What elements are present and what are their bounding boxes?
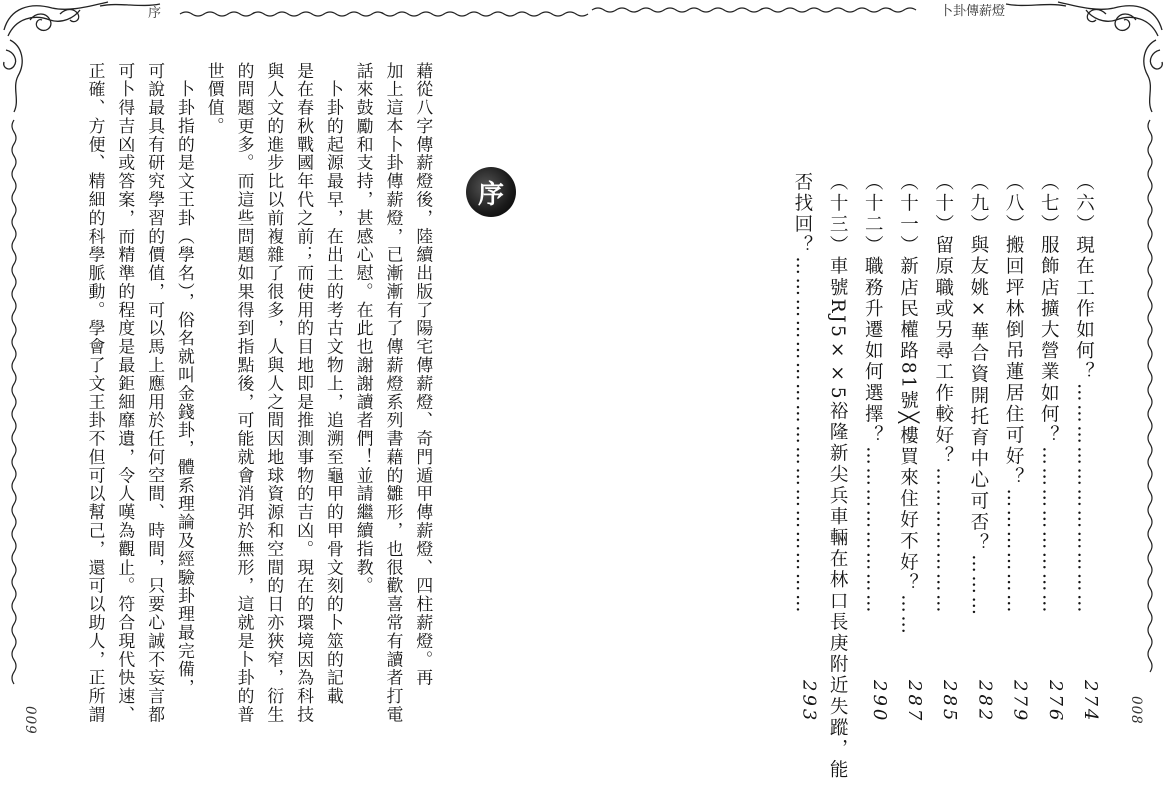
right-running-header: 卜卦傳薪燈 xyxy=(940,4,1006,19)
preface-column: 卜卦指的是文王卦（學名），俗名就叫金錢卦，體系理論及經驗卦理最完備， xyxy=(175,62,196,698)
toc-entry: （八）搬回坪林倒吊蓮居住可好？……………… xyxy=(1003,172,1025,616)
preface-column: 可卜得吉凶或答案，而精準的程度是最鉅細靡遺，令人嘆為觀止。符合現代快速、 xyxy=(115,62,136,725)
right-page-number: 008 xyxy=(1128,696,1144,725)
left-page-number: 009 xyxy=(22,706,38,735)
toc-page-number: 293 xyxy=(798,680,820,724)
toc-entry: （十）留原職或另尋工作較好？………………… xyxy=(932,172,954,616)
toc-entry: 否找回？…………………………………………… xyxy=(791,172,813,616)
toc-page-number: 287 xyxy=(904,680,925,724)
preface-emblem: 序 xyxy=(466,167,516,217)
preface-column: 是在春秋戰國年代之前；而使用的目地即是推測事物的吉凶。現在的環境因為科技 xyxy=(294,62,315,725)
preface-column: 世價值。 xyxy=(205,62,226,136)
toc-page-number: 290 xyxy=(868,680,890,724)
toc-page-number: 276 xyxy=(1044,680,1066,724)
preface-column: 藉從八字傳薪燈後，陸續出版了陽宅傳薪燈、奇門遁甲傳薪燈、四柱薪燈。再 xyxy=(413,62,434,688)
toc-entry: （十二）職務升遷如何選擇？…………………… xyxy=(862,172,884,616)
toc-entry: （十一）新店民權路81號╳樓買來住好不好？…… xyxy=(897,172,919,637)
preface-column: 可說最具有研究學習的價值，可以馬上應用於任何空間、時間，只要心誠不妄言都 xyxy=(145,62,166,725)
preface-column: 卜卦的起源最早，在出土的考古文物上，追溯至龜甲的甲骨文刻的卜筮的記載 xyxy=(324,62,345,706)
preface-column: 話來鼓勵和支持，甚感心慰。在此也謝謝讀者們！並請繼續指教。 xyxy=(354,62,375,596)
toc-page-number: 285 xyxy=(939,680,961,724)
preface-column: 正確、方便、精細的科學脈動。學會了文王卦不但可以幫己，還可以助人，正所謂 xyxy=(85,62,106,725)
toc-entry: （七）服飾店擴大營業如何？…………………… xyxy=(1038,172,1060,616)
toc-page-number: 279 xyxy=(1009,680,1031,724)
left-running-header: 序 xyxy=(148,6,162,21)
toc-page-number: 282 xyxy=(974,680,996,724)
toc-entry: （十三）車號RJ5××5裕隆新尖兵車輛在林口長庚附近失蹤，能 xyxy=(827,172,849,781)
toc-entry: （六）現在工作如何？…………………………… xyxy=(1073,172,1095,616)
preface-column: 加上這本卜卦傳薪燈，已漸漸有了傳薪燈系列書藉的雛形，也很歡喜常有讀者打電 xyxy=(383,62,404,725)
toc-page-number: 274 xyxy=(1080,680,1101,724)
toc-entry: （九）與友姚×華合資開托育中心可否？……… xyxy=(967,172,989,618)
preface-column: 與人文的進步比以前複雜了很多，人與人之間因地球資源和空間的日亦狹窄，衍生 xyxy=(264,62,285,725)
preface-column: 的問題更多。而這些問題如果得到指點後，可能就會消弭於無形，這就是卜卦的普 xyxy=(234,62,255,725)
